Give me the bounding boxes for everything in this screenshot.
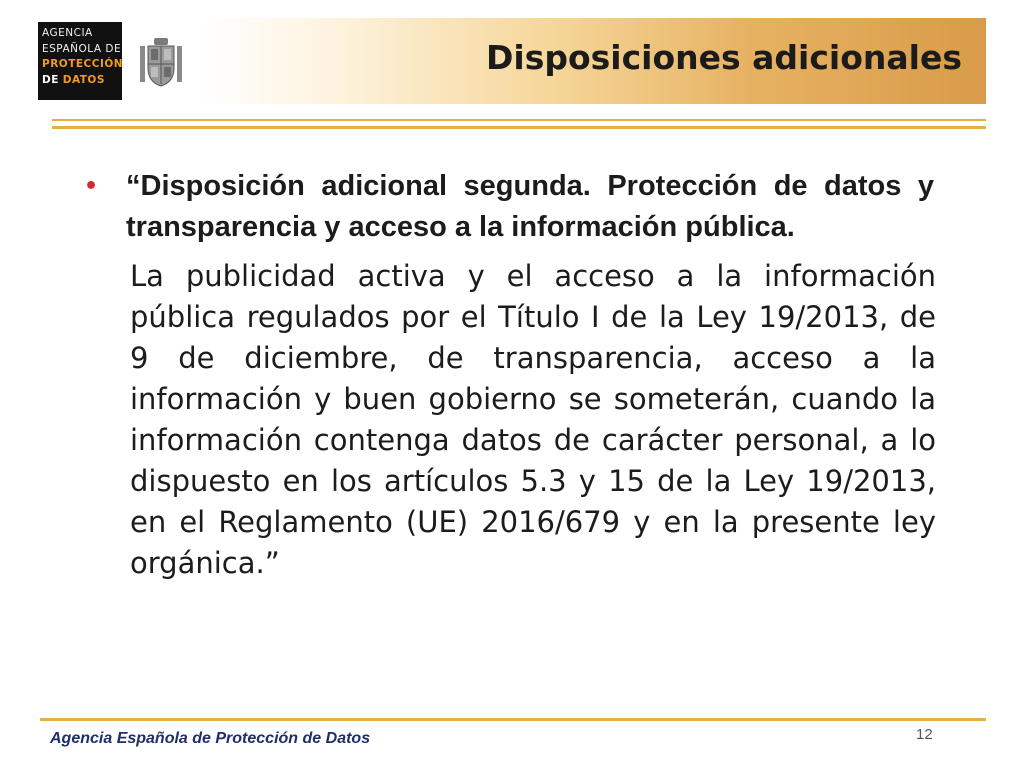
bullet-icon: • (84, 174, 99, 199)
bullet-item (82, 166, 934, 248)
page-number: 12 (916, 726, 933, 743)
header-divider-thick (52, 126, 986, 129)
coat-of-arms-icon (136, 36, 186, 88)
logo-line-4b: DATOS (62, 73, 105, 86)
slide-header (32, 18, 986, 104)
title-banner (200, 18, 986, 104)
footer-organization: Agencia Española de Protección de Datos (50, 730, 371, 747)
bullet-heading: “Disposición adicional segunda. Protección de datos y transparencia y acceso a la información pública. (126, 170, 934, 243)
body-paragraph: La publicidad activa y el acceso a la información pública regulados por el Título I de la Ley 19/2013, de 9 de diciembre, de transparencia, acceso a la información y buen gobierno se someterán, cuando la información contenga datos de carácter personal, a lo dispuesto en los artículos 5.3 y 15 de la Ley 19/2013, en el Reglamento (UE) 2016/679 y en la presente ley orgánica.” (130, 259, 936, 580)
slide-content (82, 166, 934, 584)
slide-title: Disposiciones adicionales (486, 38, 962, 77)
logo-line-3: PROTECCIÓN (42, 58, 124, 70)
agency-logo (32, 18, 200, 104)
logo-line-1: AGENCIA (42, 27, 93, 39)
logo-line-2: ESPAÑOLA DE (42, 42, 122, 55)
agency-logo-text (38, 22, 122, 100)
header-divider-thin (52, 119, 986, 121)
logo-line-4a: DE (42, 73, 59, 86)
footer-divider (40, 718, 986, 721)
